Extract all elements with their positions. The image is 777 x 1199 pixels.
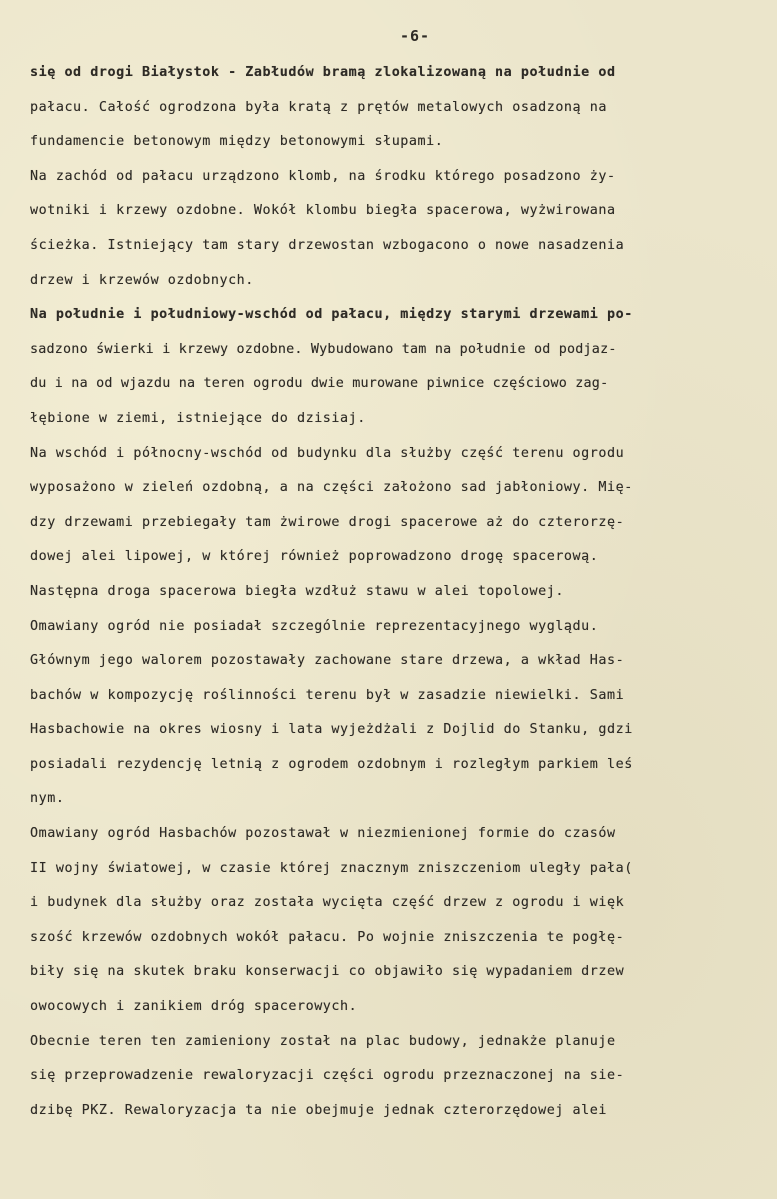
text-line: dzibę PKZ. Rewaloryzacja ta nie obejmuje jednak czterorzędowej alei [30,1102,607,1118]
text-line: Omawiany ogród Hasbachów pozostawał w niezmienionej formie do czasów [30,826,616,842]
text-line: pałacu. Całość ogrodzona była kratą z prętów metalowych osadzoną na [30,99,607,115]
text-line: owocowych i zanikiem dróg spacerowych. [30,999,358,1015]
text-line: dzy drzewami przebiegały tam żwirowe drogi spacerowe aż do czterorzę- [30,514,625,530]
text-line: wotniki i krzewy ozdobne. Wokół klombu biegła spacerowa, wyżwirowana [30,203,616,219]
text-line: posiadali rezydencję letnią z ogrodem ozdobnym i rozległym parkiem leś [30,756,633,772]
text-line: Głównym jego walorem pozostawały zachowane stare drzewa, a wkład Has- [30,653,625,669]
text-line: II wojny światowej, w czasie której znacznym zniszczeniom uległy pała( [30,860,633,876]
text-line: dowej alei lipowej, w której również poprowadzono drogę spacerową. [30,549,599,565]
text-line: i budynek dla służby oraz została wycięta część drzew z ogrodu i więk [30,895,625,911]
text-line: się przeprowadzenie rewaloryzacji części ogrodu przeznaczonej na sie- [30,1068,625,1084]
text-line: biły się na skutek braku konserwacji co objawiło się wypadaniem drzew [30,964,625,980]
text-line: się od drogi Białystok - Zabłudów bramą zlokalizowaną na południe od [30,65,616,80]
text-line: szość krzewów ozdobnych wokół pałacu. Po wojnie zniszczenia te pogłę- [30,929,625,945]
text-line: łębione w ziemi, istniejące do dzisiaj. [30,410,366,426]
text-line: Na południe i południowy-wschód od pałacu, między starymi drzewami po- [30,307,633,323]
page-number: -6- [400,27,431,45]
text-line: fundamencie betonowym między betonowymi słupami. [30,134,444,150]
text-line: Hasbachowie na okres wiosny i lata wyjeżdżali z Dojlid do Stanku, gdzi [30,722,633,738]
text-line: Obecnie teren ten zamieniony został na plac budowy, jednakże planuje [30,1033,616,1049]
text-line: ścieżka. Istniejący tam stary drzewostan wzbogacono o nowe nasadzenia [30,237,625,253]
text-line: du i na od wjazdu na teren ogrodu dwie murowane piwnice częściowo zag- [30,376,609,392]
text-line: nym. [30,791,65,807]
text-line: drzew i krzewów ozdobnych. [30,272,254,288]
text-line: Na wschód i północny-wschód od budynku dla służby część terenu ogrodu [30,445,625,461]
text-line: sadzono świerki i krzewy ozdobne. Wybudowano tam na południe od podjaz- [30,341,617,357]
text-line: Następna droga spacerowa biegła wzdłuż stawu w alei topolowej. [30,583,564,599]
document-body [30,61,770,1133]
text-line: Na zachód od pałacu urządzono klomb, na środku którego posadzono ży- [30,168,616,184]
text-line: bachów w kompozycję roślinności terenu był w zasadzie niewielki. Sami [30,687,625,703]
text-line: Omawiany ogród nie posiadał szczególnie reprezentacyjnego wyglądu. [30,618,599,634]
text-line: wyposażono w zieleń ozdobną, a na części założono sad jabłoniowy. Mię- [30,480,633,496]
